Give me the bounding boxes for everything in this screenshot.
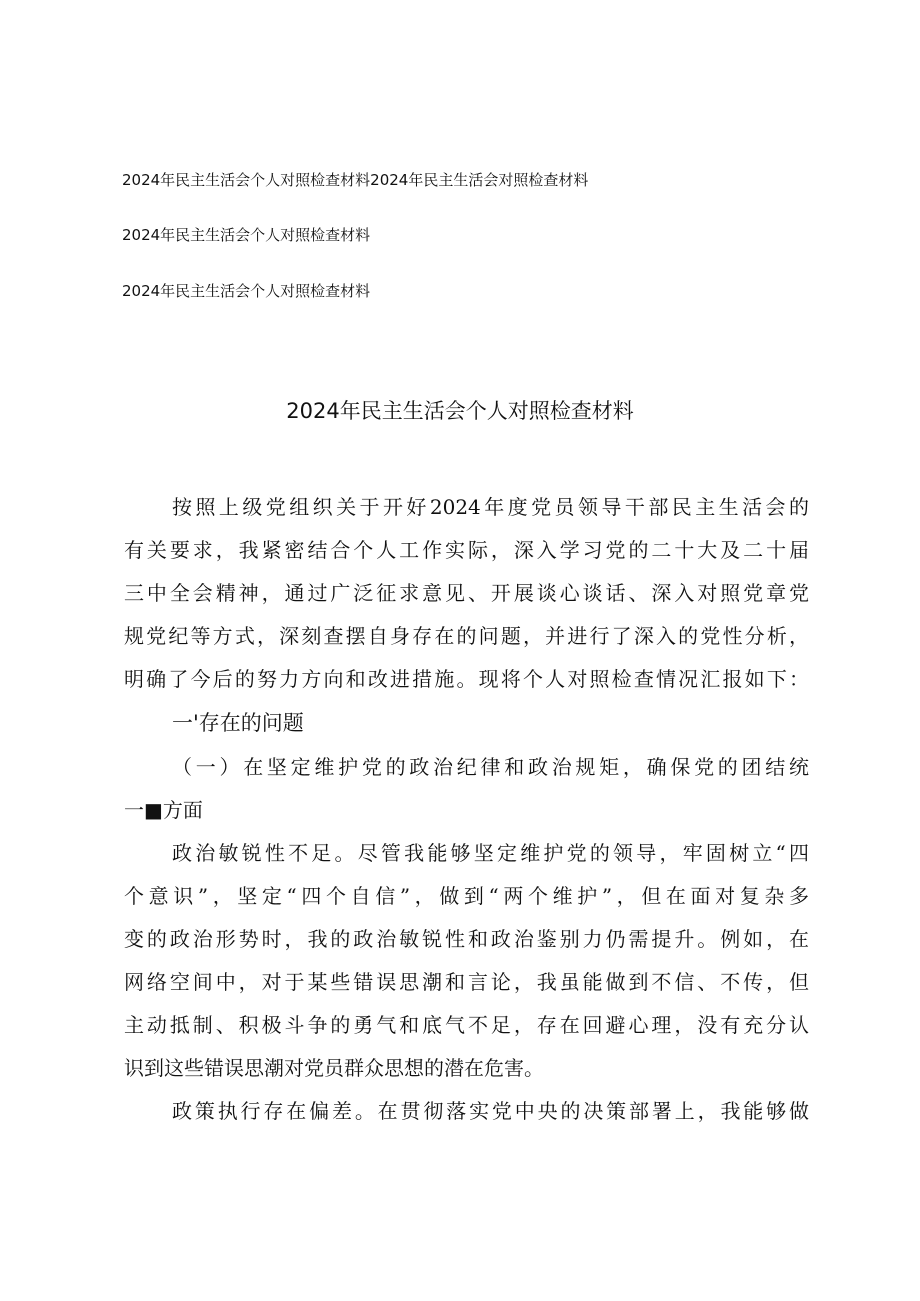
intro-line: 规党纪等方式，深刻查摆自身存在的问题，并进行了深入的党性分析， xyxy=(124,624,809,648)
paragraph-line: 识到这些错误思潮对党员群众思想的潜在危害。 xyxy=(124,1056,544,1080)
paragraph-line: 政治敏锐性不足。尽管我能够坚定维护党的领导，牢固树立“四 xyxy=(172,841,809,865)
paragraph-line: 政策执行存在偏差。在贯彻落实党中央的决策部署上，我能够做 xyxy=(172,1099,809,1123)
intro-line: 按照上级党组织关于开好2024年度党员领导干部民主生活会的 xyxy=(172,495,809,519)
paragraph-line: 主动抵制、积极斗争的勇气和底气不足，存在回避心理，没有充分认 xyxy=(124,1013,809,1037)
intro-line: 明确了今后的努力方向和改进措施。现将个人对照检查情况汇报如下： xyxy=(124,667,809,691)
subsection-line: （一）在坚定维护党的政治纪律和政治规矩，确保党的团结统 xyxy=(172,755,809,779)
toc-line-3: 2024年民主生活会个人对照检查材料 xyxy=(122,282,371,300)
toc-line-2: 2024年民主生活会个人对照检查材料 xyxy=(122,226,371,244)
section-heading: 一'存在的问题 xyxy=(172,711,304,735)
toc-line-1: 2024年民主生活会个人对照检查材料2024年民主生活会对照检查材料 xyxy=(122,171,589,189)
paragraph-line: 网络空间中，对于某些错误思潮和言论，我虽能做到不信、不传，但 xyxy=(124,970,809,994)
intro-line: 有关要求，我紧密结合个人工作实际，深入学习党的二十大及二十届 xyxy=(124,538,809,562)
document-title: 2024年民主生活会个人对照检查材料 xyxy=(286,399,634,423)
subsection-line: 一■方面 xyxy=(124,798,203,822)
intro-line: 三中全会精神，通过广泛征求意见、开展谈心谈话、深入对照党章党 xyxy=(124,581,809,605)
paragraph-line: 变的政治形势时，我的政治敏锐性和政治鉴别力仍需提升。例如，在 xyxy=(124,927,809,951)
paragraph-line: 个意识”，坚定“四个自信”，做到“两个维护”，但在面对复杂多 xyxy=(124,884,809,908)
